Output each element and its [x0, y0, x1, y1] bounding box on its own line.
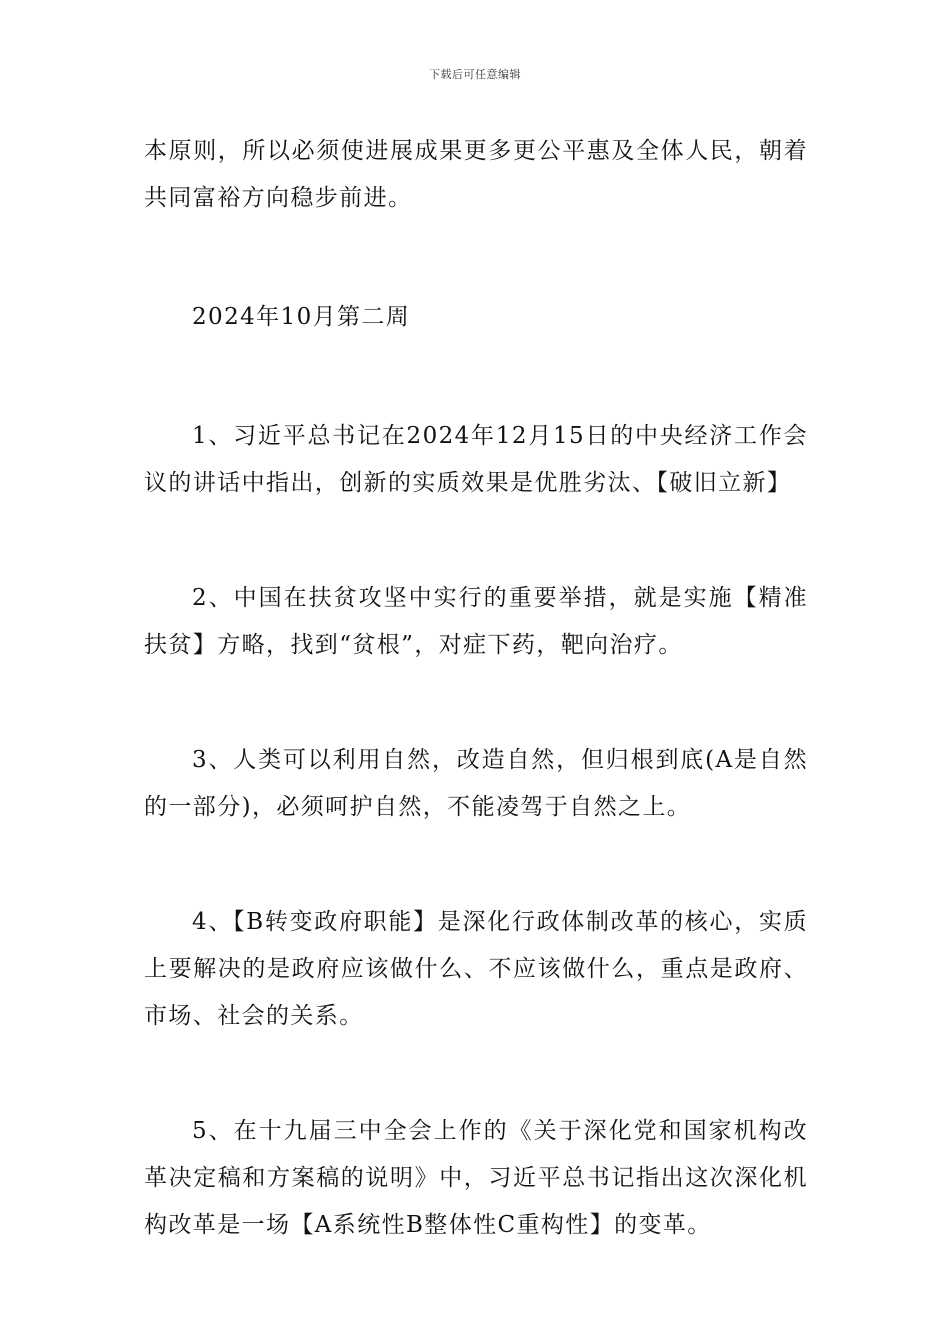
paragraph-continuation: 本原则，所以必须使进展成果更多更公平惠及全体人民，朝着共同富裕方向稳步前进。 — [144, 138, 808, 211]
question-1: 1、习近平总书记在2024年12月15日的中央经济工作会议的讲话中指出，创新的实质效果是优胜劣汰、【破旧立新】 — [144, 423, 808, 496]
question-3: 3、人类可以利用自然，改造自然，但归根到底(A是自然的一部分)，必须呵护自然，不能凌驾于自然之上。 — [144, 747, 808, 820]
question-4: 4、【B转变政府职能】是深化行政体制改革的核心，实质上要解决的是政府应该做什么、不应该做什么，重点是政府、市场、社会的关系。 — [144, 909, 808, 1029]
header-note: 下载后可任意编辑 — [429, 68, 521, 81]
document-body — [144, 128, 808, 1249]
question-2: 2、中国在扶贫攻坚中实行的重要举措，就是实施【精准扶贫】方略，找到“贫根”，对症下药，靶向治疗。 — [144, 585, 808, 658]
question-5: 5、在十九届三中全会上作的《关于深化党和国家机构改革决定稿和方案稿的说明》中，习近平总书记指出这次深化机构改革是一场【A系统性B整体性C重构性】的变革。 — [144, 1118, 808, 1238]
week-heading: 2024年10月第二周 — [192, 304, 411, 330]
